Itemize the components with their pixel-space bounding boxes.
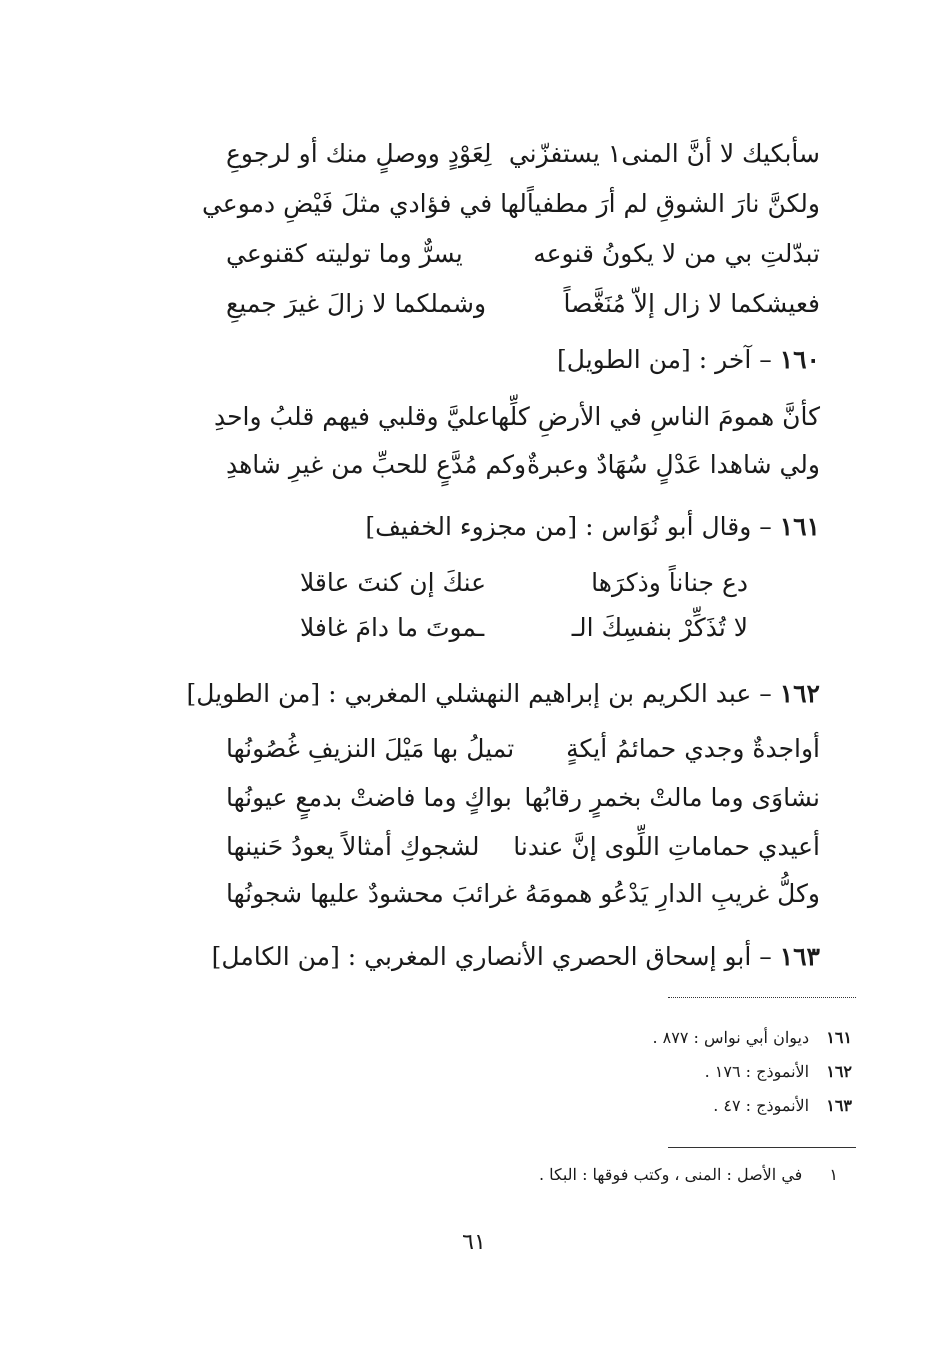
- verse-hemistich-second: يسرٌّ وما توليته كقنوعي: [226, 239, 463, 268]
- verse-hemistich-second: وشملكما لا زالَ غيرَ جميعِ: [226, 289, 487, 318]
- verse-line: [300, 561, 748, 605]
- verse-line: [300, 606, 748, 650]
- footnote-text: ديوان أبي نواس : ٨٧٧ .: [652, 1028, 810, 1047]
- verse-line: [201, 182, 820, 226]
- footnote-number: ١٦٢: [826, 1062, 852, 1081]
- section-title: – أبو إسحاق الحصري الأنصاري المغربي : [من الكامل]: [211, 942, 772, 971]
- footnote-source: [705, 1057, 852, 1087]
- section-heading-160: [557, 338, 820, 382]
- verse-hemistich-first: سأبكيك لا أنَّ المنى١ يستفزّني: [508, 139, 820, 168]
- verse-line: [226, 443, 820, 487]
- verse-hemistich-first: وكلُّ غريبِ الدارِ يَدْعُو همومَهُ: [524, 879, 820, 908]
- verse-hemistich-second: عليَّ وقلبي فيهم قلبُ واحدِ: [213, 402, 491, 431]
- footnote-number: ١٦١: [826, 1028, 852, 1047]
- section-title: – آخر : [من الطويل]: [557, 345, 772, 374]
- verse-hemistich-second: غرائبَ محشودٌ عليها شجونُها: [226, 879, 518, 908]
- verse-line: [213, 395, 820, 439]
- verse-hemistich-second: لِعَوْدٍ ووصلٍ منك أو لرجوعِ: [226, 139, 492, 168]
- verse-hemistich-second: لشجوكِ أمثالاً يعودُ حَنينها: [226, 832, 480, 861]
- verse-hemistich-second: بواكٍ وما فاضتْ بدمعٍ عيونُها: [226, 783, 512, 812]
- section-heading-163: [212, 935, 820, 979]
- verse-line: [226, 872, 820, 916]
- footnote-separator: [668, 1147, 856, 1148]
- verse-hemistich-first: لا تُذَكِّرْ بنفسِكَ الـ: [571, 613, 748, 642]
- verse-hemistich-second: عنكَ إن كنتَ عاقلا: [300, 568, 487, 597]
- note-mark: ١: [829, 1165, 838, 1184]
- section-title: – وقال أبو نُوَاس : [من مجزوء الخفيف]: [365, 512, 772, 541]
- verse-hemistich-first: أواجدةٌ وجدي حمائمُ أيكةٍ: [566, 734, 820, 763]
- footnote-text: الأنموذج : ١٧٦ .: [704, 1062, 810, 1081]
- note-text: في الأصل : المنى ، وكتب فوقها : البكا .: [538, 1165, 803, 1184]
- verse-hemistich-first: فعيشكما لا زال إلاّ مُنَغَّصاً: [563, 289, 820, 318]
- verse-hemistich-first: كأنَّ همومَ الناسِ في الأرضِ كلِّها: [490, 402, 820, 431]
- footnote-source: [652, 1023, 852, 1053]
- verse-hemistich-first: دع جناناً وذكرَها: [591, 568, 748, 597]
- verse-line: [226, 132, 820, 176]
- section-number: ١٦١: [779, 512, 820, 541]
- verse-hemistich-first: ولكنَّ نارَ الشوقِ لم أرَ مطفياً: [526, 189, 820, 218]
- verse-hemistich-second: لها في فؤادي مثلَ فَيْضِ دموعي: [201, 189, 527, 218]
- section-heading-161: [365, 505, 820, 549]
- verse-line: [226, 825, 820, 869]
- section-title: – عبد الكريم بن إبراهيم النهشلي المغربي : [من الطويل]: [186, 679, 772, 708]
- verse-hemistich-second: وكم مُدَّعٍ للحبِّ من غيرِ شاهدِ: [226, 450, 527, 479]
- textual-note: [539, 1160, 838, 1190]
- section-heading-162: [186, 672, 820, 716]
- section-number: ١٦٠: [779, 345, 820, 374]
- verse-hemistich-first: أعيدي حماماتِ اللِّوى إنَّ عندنا: [513, 832, 820, 861]
- page-number: ٦١: [462, 1230, 486, 1255]
- verse-hemistich-first: ولي شاهدا عَدْلٍ سُهَادٌ وعبرةٌ: [527, 450, 820, 479]
- verse-line: [226, 232, 820, 276]
- verse-line: [226, 776, 820, 820]
- verse-hemistich-first: تبدّلتِ بي من لا يكونُ قنوعه: [533, 239, 820, 268]
- section-number: ١٦٣: [779, 942, 820, 971]
- footnote-text: الأنموذج : ٤٧ .: [713, 1096, 810, 1115]
- footnote-number: ١٦٣: [826, 1096, 852, 1115]
- footnote-source: [713, 1091, 852, 1121]
- verse-line: [226, 727, 820, 771]
- verse-hemistich-first: نشاوَى وما مالتْ بخمرٍ رقابُها: [524, 783, 820, 812]
- verse-hemistich-second: ـموتَ ما دامَ غافلا: [300, 613, 485, 642]
- section-number: ١٦٢: [779, 679, 820, 708]
- footnote-separator-dotted: [668, 997, 856, 998]
- verse-hemistich-second: تميلُ بها مَيْلَ النزيفِ غُصُونُها: [226, 734, 515, 763]
- verse-line: [226, 282, 820, 326]
